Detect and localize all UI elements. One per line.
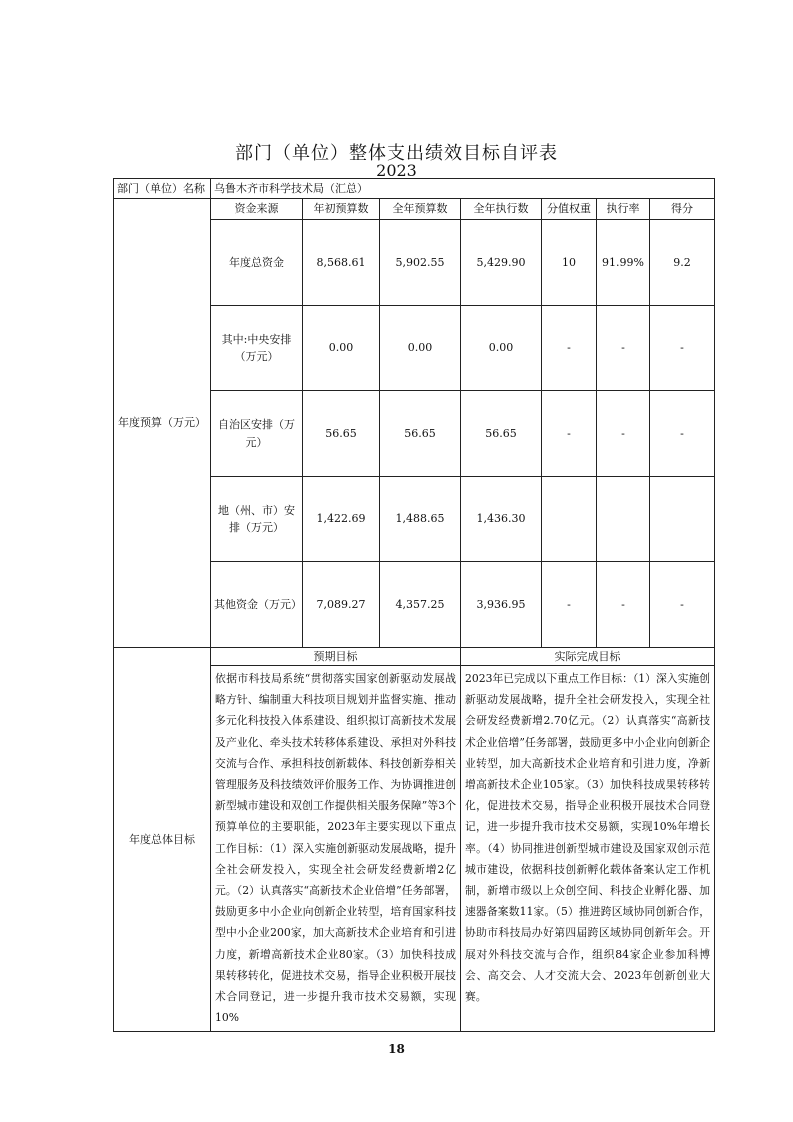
- fund-source: 年度总资金: [211, 220, 303, 306]
- budget-section-label: 年度预算（万元）: [114, 199, 211, 648]
- execution-rate: [597, 477, 650, 562]
- budget-header-row: [114, 199, 715, 220]
- weight: -: [542, 391, 597, 477]
- score: 9.2: [650, 220, 715, 306]
- planned-goal-text: 依据市科技局系统“贯彻落实国家创新驱动发展战略方针、编制重大科技项目规划并监督实施、推动多元化科技投入体系建设、组织拟订高新技术发展及产业化、牵头技术转移体系建设、承担对外科技交流与合作、承担科技创新载体、科技创新券相关管理服务及科技绩效评价服务工作、为协调推进创新型城市建设和双创工作提供相关服务保障”等3个预算单位的主要职能，2023年主要实现以下重点工作目标：（1）深入实施创新驱动发展战略，提升全社会研发投入，实现全社会研发经费新增2亿元。（2）认真落实“高新技术企业倍增”任务部署，鼓励更多中小企业向创新企业转型，培育国家科技型中小企业200家，加大高新技术企业培育和引进力度，新增高新技术企业80家。（3）加快科技成果转移转化，促进技术交易，指导企业积极开展技术合同登记，进一步提升我市技术交易额，实现10%: [211, 666, 461, 1031]
- performance-table: [113, 178, 715, 1032]
- annual-budget: 56.65: [380, 391, 461, 477]
- weight: 10: [542, 220, 597, 306]
- score: [650, 477, 715, 562]
- initial-budget: 7,089.27: [303, 562, 380, 648]
- page-number: 18: [388, 1042, 405, 1056]
- annual-executed: 0.00: [461, 306, 542, 391]
- column-header: 分值权重: [542, 199, 597, 220]
- goals-header-row: [114, 648, 715, 666]
- unit-value: 乌鲁木齐市科学技术局（汇总）: [211, 179, 715, 199]
- column-header: 全年预算数: [380, 199, 461, 220]
- initial-budget: 1,422.69: [303, 477, 380, 562]
- execution-rate: -: [597, 562, 650, 648]
- planned-goal-header: 预期目标: [211, 648, 461, 666]
- column-header: 执行率: [597, 199, 650, 220]
- weight: -: [542, 306, 597, 391]
- weight: [542, 477, 597, 562]
- score: -: [650, 306, 715, 391]
- annual-executed: 3,936.95: [461, 562, 542, 648]
- annual-budget: 0.00: [380, 306, 461, 391]
- execution-rate: 91.99%: [597, 220, 650, 306]
- weight: -: [542, 562, 597, 648]
- initial-budget: 0.00: [303, 306, 380, 391]
- annual-executed: 1,436.30: [461, 477, 542, 562]
- fund-source: 其他资金（万元）: [211, 562, 303, 648]
- annual-budget: 5,902.55: [380, 220, 461, 306]
- annual-executed: 5,429.90: [461, 220, 542, 306]
- fund-source: 其中:中央安排（万元）: [211, 306, 303, 391]
- actual-goal-header: 实际完成目标: [461, 648, 715, 666]
- page-title: 部门（单位）整体支出绩效目标自评表: [235, 143, 558, 164]
- goals-section-label: 年度总体目标: [114, 648, 211, 1032]
- score: -: [650, 391, 715, 477]
- annual-executed: 56.65: [461, 391, 542, 477]
- annual-budget: 1,488.65: [380, 477, 461, 562]
- actual-goal-text: 2023年已完成以下重点工作目标：（1）深入实施创新驱动发展战略，提升全社会研发投入，实现全社会研发经费新增2.70亿元。（2）认真落实“高新技术企业倍增”任务部署，鼓励更多中小企业向创新企业转型，加大高新技术企业培育和引进力度，净新增高新技术企业105家。（3）加快科技成果转移转化，促进技术交易，指导企业积极开展技术合同登记，进一步提升我市技术交易额，实现10%年增长率。（4）协同推进创新型城市建设及国家双创示范城市建设，依据科技创新孵化载体备案认定工作机制，新增市级以上众创空间、科技企业孵化器、加速器备案数11家。（5）推进跨区域协同创新合作，协助市科技局办好第四届跨区域协同创新年会。开展对外科技交流与合作，组织84家企业参加科博会、高交会、人才交流大会、2023年创新创业大赛。: [461, 666, 715, 1031]
- column-header: 年初预算数: [303, 199, 380, 220]
- annual-budget: 4,357.25: [380, 562, 461, 648]
- fund-source: 自治区安排（万元）: [211, 391, 303, 477]
- initial-budget: 8,568.61: [303, 220, 380, 306]
- score: -: [650, 562, 715, 648]
- column-header: 得分: [650, 199, 715, 220]
- fund-source: 地（州、市）安排（万元）: [211, 477, 303, 562]
- unit-label: 部门（单位）名称: [114, 179, 211, 199]
- column-header: 全年执行数: [461, 199, 542, 220]
- column-header: 资金来源: [211, 199, 303, 220]
- initial-budget: 56.65: [303, 391, 380, 477]
- execution-rate: -: [597, 391, 650, 477]
- page-year: 2023: [376, 161, 417, 180]
- execution-rate: -: [597, 306, 650, 391]
